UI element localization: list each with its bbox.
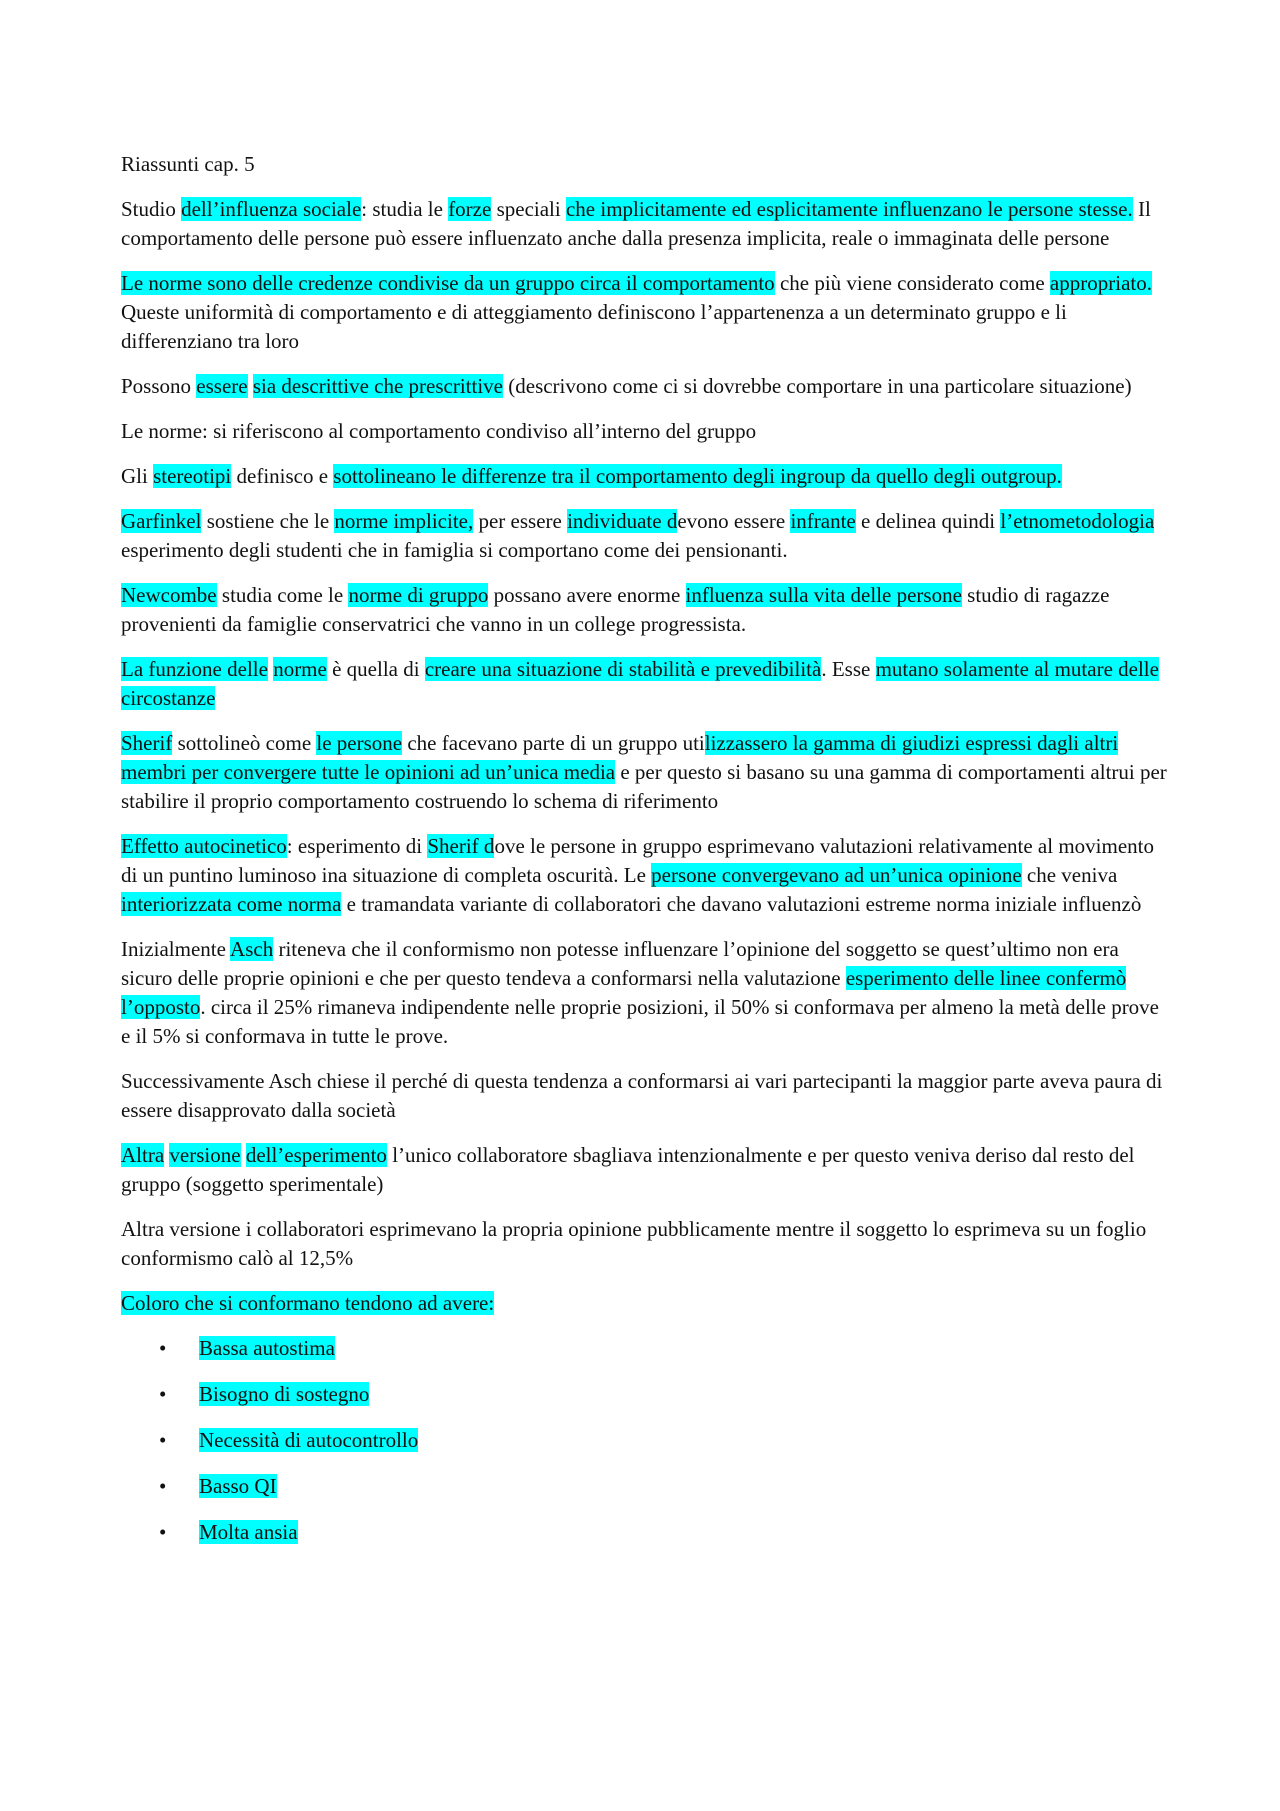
text-segment: ove le persone in gruppo esprimevano valutazioni relativamente al movimento di un puntino luminoso ina situazione di completa oscurità. Le xyxy=(121,834,1154,887)
bullet-text: Molta ansia xyxy=(199,1520,298,1544)
text-segment: Studio xyxy=(121,197,182,221)
bullet-icon: • xyxy=(159,1382,167,1406)
highlighted-text: Effetto autocinetico xyxy=(121,834,287,858)
highlighted-text: Le norme sono delle credenze condivise da un gruppo circa il comportamento xyxy=(121,271,775,295)
text-segment: possano avere enorme xyxy=(488,583,686,607)
bullet-list xyxy=(121,1334,1171,1547)
highlighted-text: infrante xyxy=(790,509,856,533)
bullet-icon: • xyxy=(159,1336,167,1360)
text-segment: : studia le xyxy=(361,197,449,221)
bullet-item xyxy=(121,1518,1171,1547)
text-segment: . circa il 25% rimaneva indipendente nelle proprie posizioni, il 50% si conformava per almeno la metà delle prove e il 5% si conformava in tutte le prove. xyxy=(121,995,1160,1048)
highlighted-text: l’etnometodologia xyxy=(1000,509,1155,533)
highlighted-text: creare una situazione di stabilità e prevedibilità xyxy=(424,657,822,681)
text-segment: definisco e xyxy=(231,464,334,488)
text-segment: Queste uniformità di comportamento e di atteggiamento definiscono l’appartenenza a un determinato gruppo e li differenziano tra loro xyxy=(121,300,1067,353)
bullet-item xyxy=(121,1426,1171,1455)
paragraph xyxy=(121,269,1171,356)
text-segment: Altra versione i collaboratori esprimevano la propria opinione pubblicamente mentre il soggetto lo esprimeva su un foglio conformismo calò al 12,5% xyxy=(121,1217,1147,1270)
highlighted-text: norme implicite, xyxy=(334,509,474,533)
text-segment: esperimento degli studenti che in famiglia si comportano come dei pensionanti. xyxy=(121,538,788,562)
text-segment: e delinea quindi xyxy=(855,509,1001,533)
highlighted-text: dell’influenza sociale xyxy=(181,197,362,221)
paragraph-list xyxy=(121,195,1171,1318)
highlighted-text: Sherif xyxy=(121,731,173,755)
bullet-icon: • xyxy=(159,1428,167,1452)
highlighted-text: sottolineano le differenze tra il comportamento degli ingroup da quello degli outgroup. xyxy=(333,464,1062,488)
bullet-item xyxy=(121,1334,1171,1363)
paragraph xyxy=(121,1067,1171,1125)
text-segment: per essere xyxy=(473,509,568,533)
bullet-text: Bassa autostima xyxy=(199,1336,335,1360)
document-body xyxy=(121,150,1171,1564)
highlighted-text: influenza sulla vita delle persone xyxy=(685,583,962,607)
highlighted-text: stereotipi xyxy=(153,464,232,488)
highlighted-text: Altra xyxy=(121,1143,165,1167)
text-segment: che veniva xyxy=(1021,863,1118,887)
text-segment: speciali xyxy=(491,197,566,221)
highlighted-text: le persone xyxy=(316,731,403,755)
paragraph xyxy=(121,507,1171,565)
bullet-item xyxy=(121,1472,1171,1501)
text-segment: Gli xyxy=(121,464,154,488)
text-segment: l’unico collaboratore sbagliava intenzionalmente e per questo veniva deriso dal resto del gruppo (soggetto sperimentale) xyxy=(121,1143,1135,1196)
highlighted-text: forze xyxy=(448,197,492,221)
highlighted-text: La funzione delle xyxy=(121,657,268,681)
paragraph xyxy=(121,581,1171,639)
text-segment: Successivamente Asch chiese il perché di questa tendenza a conformarsi ai vari partecipanti la maggior parte aveva paura di essere disapprovato dalla società xyxy=(121,1069,1163,1122)
text-segment: che più viene considerato come xyxy=(774,271,1050,295)
highlighted-text: dell’esperimento xyxy=(245,1143,387,1167)
highlighted-text: essere xyxy=(196,374,248,398)
paragraph xyxy=(121,1141,1171,1199)
highlighted-text: norme xyxy=(273,657,327,681)
highlighted-text: che implicitamente ed esplicitamente influenzano le persone stesse. xyxy=(565,197,1133,221)
text-segment: e tramandata variante di collaboratori che davano valutazioni estreme norma iniziale influenzò xyxy=(341,892,1142,916)
paragraph xyxy=(121,655,1171,713)
bullet-text: Necessità di autocontrollo xyxy=(199,1428,419,1452)
paragraph xyxy=(121,935,1171,1051)
text-segment: (descrivono come ci si dovrebbe comportare in una particolare situazione) xyxy=(503,374,1132,398)
paragraph xyxy=(121,417,1171,446)
highlighted-text: Sherif d xyxy=(427,834,495,858)
document-title: Riassunti cap. 5 xyxy=(121,152,255,176)
highlighted-text: Asch xyxy=(230,937,274,961)
text-segment: Possono xyxy=(121,374,197,398)
paragraph xyxy=(121,462,1171,491)
highlighted-text: persone convergevano ad un’unica opinione xyxy=(651,863,1022,887)
highlighted-text: appropriato. xyxy=(1049,271,1152,295)
text-segment: evono essere xyxy=(677,509,791,533)
text-segment: sottolineò come xyxy=(172,731,317,755)
text-segment: studia come le xyxy=(216,583,349,607)
text-segment: che facevano parte di un gruppo uti xyxy=(402,731,705,755)
bullet-text: Basso QI xyxy=(199,1474,277,1498)
paragraph xyxy=(121,372,1171,401)
text-segment: Le norme: si riferiscono al comportamento condiviso all’interno del gruppo xyxy=(121,419,757,443)
text-segment: sostiene che le xyxy=(201,509,335,533)
paragraph xyxy=(121,832,1171,919)
highlighted-text: Garfinkel xyxy=(121,509,202,533)
text-segment: studio di ragazze provenienti da famiglie conservatrici che vanno in un college progressista. xyxy=(121,583,1110,636)
text-segment: . Esse xyxy=(821,657,876,681)
text-segment: e per questo si basano su una gamma di comportamenti altrui per stabilire il proprio comportamento costruendo lo schema di riferimento xyxy=(121,760,1167,813)
highlighted-text: Coloro che si conformano tendono ad avere: xyxy=(121,1291,495,1315)
highlighted-text: lizzassero la gamma di giudizi espressi dagli altri membri per convergere tutte le opinioni ad un’unica media xyxy=(121,731,1119,784)
highlighted-text: mutano solamente al mutare delle circostanze xyxy=(121,657,1159,710)
bullet-text: Bisogno di sostegno xyxy=(199,1382,370,1406)
paragraph xyxy=(121,1215,1171,1273)
bullet-icon: • xyxy=(159,1520,167,1544)
text-segment: riteneva che il conformismo non potesse influenzare l’opinione del soggetto se quest’ultimo non era sicuro delle proprie opinioni e che per questo tendeva a conformarsi nella valutazione xyxy=(121,937,1119,990)
text-segment: è quella di xyxy=(326,657,425,681)
text-segment: Il comportamento delle persone può essere influenzato anche dalla presenza implicita, reale o immaginata delle persone xyxy=(121,197,1151,250)
highlighted-text: sia descrittive che prescrittive xyxy=(252,374,503,398)
highlighted-text: Newcombe xyxy=(121,583,217,607)
paragraph xyxy=(121,195,1171,253)
bullet-item xyxy=(121,1380,1171,1409)
highlighted-text: versione xyxy=(169,1143,241,1167)
highlighted-text: esperimento delle linee confermò l’opposto xyxy=(121,966,1127,1019)
text-segment: Inizialmente xyxy=(121,937,231,961)
paragraph xyxy=(121,729,1171,816)
highlighted-text: interiorizzata come norma xyxy=(121,892,342,916)
bullet-icon: • xyxy=(159,1474,167,1498)
highlighted-text: individuate d xyxy=(567,509,678,533)
highlighted-text: norme di gruppo xyxy=(348,583,489,607)
paragraph xyxy=(121,1289,1171,1318)
text-segment: : esperimento di xyxy=(286,834,428,858)
